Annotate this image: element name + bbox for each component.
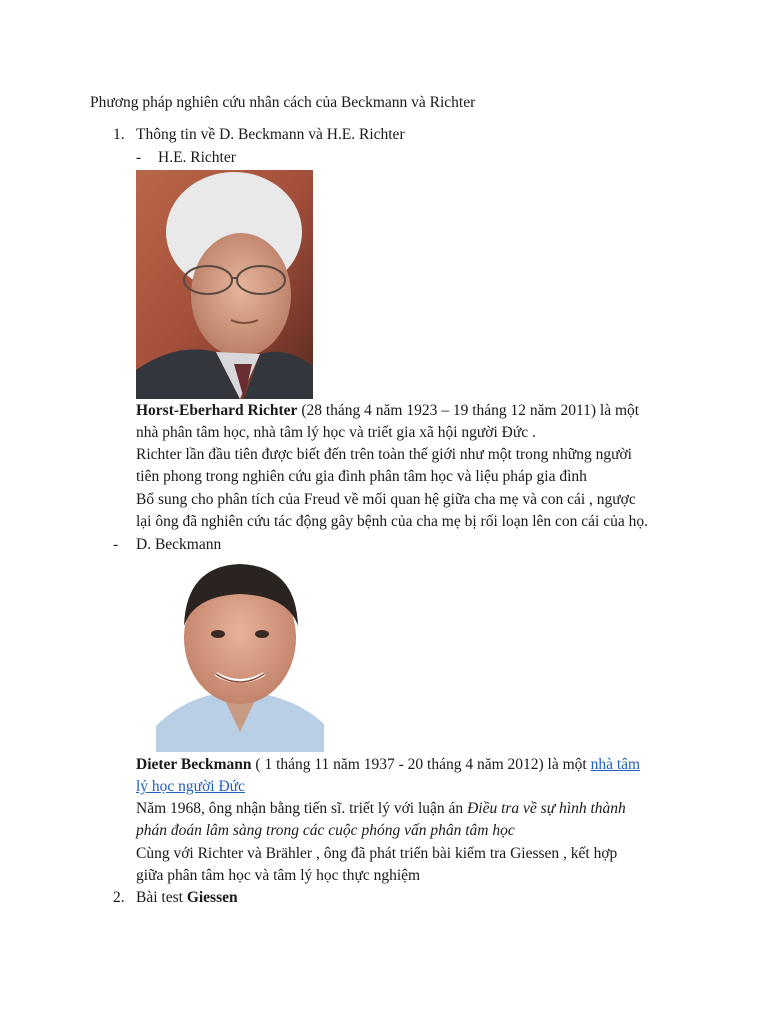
document-title: Phương pháp nghiên cứu nhân cách của Beckmann và Richter (90, 94, 476, 111)
richter-para-line-2: nhà phân tâm học, nhà tâm lý học và triết gia xã hội người Đức . (136, 424, 536, 441)
beckmann-para-line-6: giữa phân tâm học và tâm lý học thực nghiệm (136, 867, 421, 884)
beckmann-dates: ( 1 tháng 11 năm 1937 - 20 tháng 4 năm 2012) là một (251, 756, 591, 773)
section-number: 1. (113, 126, 125, 143)
section-heading: Thông tin về D. Beckmann và H.E. Richter (136, 126, 405, 143)
section-heading-prefix: Bài test (136, 889, 187, 906)
richter-para-line-1 (136, 400, 639, 422)
richter-name: Horst-Eberhard Richter (136, 402, 298, 419)
beckmann-para-line-3 (136, 798, 626, 820)
beckmann-para-line-5: Cùng với Richter và Brähler , ông đã phát triển bài kiểm tra Giessen , kết hợp (136, 845, 618, 862)
beckmann-para-line-4: phán đoán lâm sàng trong các cuộc phóng vấn phân tâm học (136, 822, 515, 839)
beckmann-para-line-2 (136, 776, 245, 798)
richter-para-line-3: Richter lần đầu tiên được biết đến trên toàn thế giới như một trong những người (136, 446, 632, 463)
richter-photo (136, 170, 313, 399)
thesis-intro: Năm 1968, ông nhận bằng tiến sĩ. triết lý với luận án (136, 800, 468, 817)
beckmann-label: D. Beckmann (136, 536, 222, 553)
section-heading (136, 887, 238, 909)
psychologist-link[interactable]: nhà tâm (590, 756, 641, 773)
thesis-title: Điều tra về sự hình thành (467, 800, 626, 817)
beckmann-photo (156, 556, 324, 752)
list-bullet: - (136, 149, 142, 166)
beckmann-para-line-1 (136, 754, 640, 776)
psychologist-link-continued[interactable]: lý học người Đức (136, 778, 245, 795)
richter-dates: (28 tháng 4 năm 1923 – 19 tháng 12 năm 2011) là một (297, 402, 640, 419)
section-number: 2. (113, 889, 125, 906)
richter-para-line-5: Bổ sung cho phân tích của Freud về mối quan hệ giữa cha mẹ và con cái , ngược (136, 491, 636, 508)
beckmann-portrait-image (156, 556, 324, 752)
beckmann-name: Dieter Beckmann (136, 756, 252, 773)
richter-label: H.E. Richter (158, 149, 236, 166)
richter-para-line-4: tiên phong trong nghiên cứu gia đình phân tâm học và liệu pháp gia đình (136, 468, 587, 485)
richter-para-line-6: lại ông đã nghiên cứu tác động gây bệnh của cha mẹ bị rối loạn lên con cái của họ. (136, 513, 648, 530)
richter-portrait-image (136, 170, 313, 399)
list-bullet: - (113, 536, 119, 553)
section-heading-bold: Giessen (186, 889, 238, 906)
